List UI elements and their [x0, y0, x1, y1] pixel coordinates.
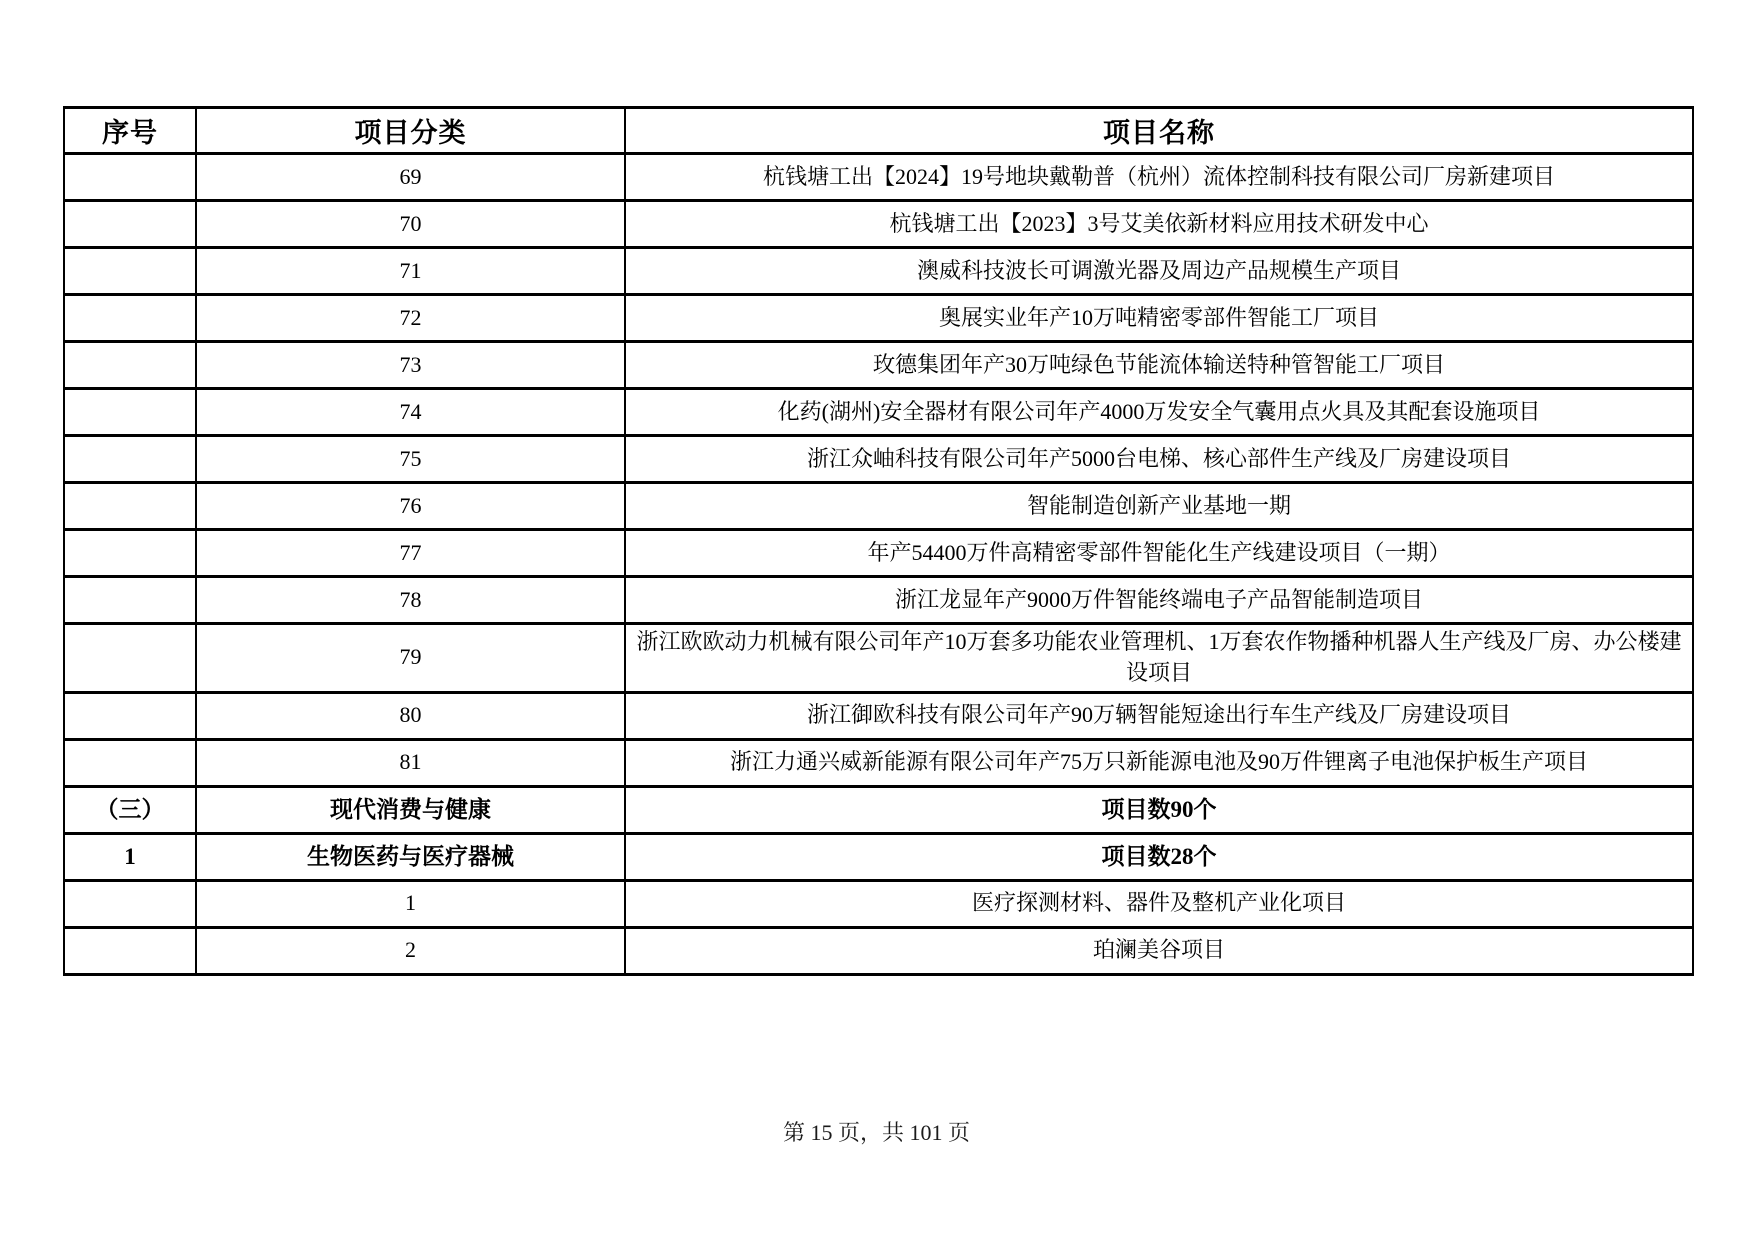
- table-row: [64, 201, 1693, 248]
- table-row: [64, 342, 1693, 389]
- header-project-name: 项目名称: [625, 108, 1693, 154]
- project-name-cell: 年产54400万件高精密零部件智能化生产线建设项目（一期）: [625, 530, 1693, 577]
- header-seq: 序号: [64, 108, 196, 154]
- project-name-cell: 浙江众岫科技有限公司年产5000台电梯、核心部件生产线及厂房建设项目: [625, 436, 1693, 483]
- category-cell: 1: [196, 880, 625, 927]
- category-cell: 69: [196, 154, 625, 201]
- table-row: [64, 577, 1693, 624]
- table-row: [64, 295, 1693, 342]
- category-cell: 生物医药与医疗器械: [196, 833, 625, 880]
- seq-cell: [64, 201, 196, 248]
- seq-cell: [64, 577, 196, 624]
- category-cell: 现代消费与健康: [196, 786, 625, 833]
- table-row: [64, 786, 1693, 833]
- project-table: [63, 106, 1694, 976]
- project-name-cell: 玫德集团年产30万吨绿色节能流体输送特种管智能工厂项目: [625, 342, 1693, 389]
- table-row: [64, 248, 1693, 295]
- table-row: [64, 833, 1693, 880]
- seq-cell: [64, 436, 196, 483]
- table-row: [64, 927, 1693, 974]
- category-cell: 70: [196, 201, 625, 248]
- seq-cell: [64, 389, 196, 436]
- seq-cell: [64, 530, 196, 577]
- category-cell: 81: [196, 739, 625, 786]
- seq-cell: [64, 624, 196, 693]
- seq-cell: 1: [64, 833, 196, 880]
- seq-cell: [64, 692, 196, 739]
- project-name-cell: 浙江御欧科技有限公司年产90万辆智能短途出行车生产线及厂房建设项目: [625, 692, 1693, 739]
- seq-cell: [64, 739, 196, 786]
- project-name-cell: 项目数90个: [625, 786, 1693, 833]
- seq-cell: [64, 248, 196, 295]
- category-cell: 76: [196, 483, 625, 530]
- seq-cell: [64, 880, 196, 927]
- project-name-cell: 浙江龙显年产9000万件智能终端电子产品智能制造项目: [625, 577, 1693, 624]
- seq-cell: [64, 342, 196, 389]
- seq-cell: [64, 927, 196, 974]
- table-row: [64, 436, 1693, 483]
- category-cell: 73: [196, 342, 625, 389]
- table-body: [64, 154, 1693, 975]
- project-name-cell: 医疗探测材料、器件及整机产业化项目: [625, 880, 1693, 927]
- project-name-cell: 奥展实业年产10万吨精密零部件智能工厂项目: [625, 295, 1693, 342]
- category-cell: 77: [196, 530, 625, 577]
- table-row: [64, 624, 1693, 693]
- table-row: [64, 880, 1693, 927]
- category-cell: 2: [196, 927, 625, 974]
- table-row: [64, 389, 1693, 436]
- category-cell: 80: [196, 692, 625, 739]
- table-row: [64, 483, 1693, 530]
- category-cell: 72: [196, 295, 625, 342]
- project-name-cell: 项目数28个: [625, 833, 1693, 880]
- category-cell: 75: [196, 436, 625, 483]
- table-row: [64, 692, 1693, 739]
- seq-cell: [64, 154, 196, 201]
- project-name-cell: 澳威科技波长可调激光器及周边产品规模生产项目: [625, 248, 1693, 295]
- category-cell: 71: [196, 248, 625, 295]
- project-name-cell: 杭钱塘工出【2024】19号地块戴勒普（杭州）流体控制科技有限公司厂房新建项目: [625, 154, 1693, 201]
- category-cell: 74: [196, 389, 625, 436]
- seq-cell: （三）: [64, 786, 196, 833]
- project-name-cell: 智能制造创新产业基地一期: [625, 483, 1693, 530]
- table-header-row: [64, 108, 1693, 154]
- header-category: 项目分类: [196, 108, 625, 154]
- seq-cell: [64, 295, 196, 342]
- category-cell: 78: [196, 577, 625, 624]
- project-name-cell: 浙江欧欧动力机械有限公司年产10万套多功能农业管理机、1万套农作物播种机器人生产线及厂房、办公楼建设项目: [625, 624, 1693, 693]
- table-row: [64, 530, 1693, 577]
- table-row: [64, 154, 1693, 201]
- project-name-cell: 浙江力通兴威新能源有限公司年产75万只新能源电池及90万件锂离子电池保护板生产项目: [625, 739, 1693, 786]
- table-row: [64, 739, 1693, 786]
- seq-cell: [64, 483, 196, 530]
- project-name-cell: 化药(湖州)安全器材有限公司年产4000万发安全气囊用点火具及其配套设施项目: [625, 389, 1693, 436]
- category-cell: 79: [196, 624, 625, 693]
- page-number-label: 第 15 页，共 101 页: [782, 1120, 970, 1145]
- project-name-cell: 珀澜美谷项目: [625, 927, 1693, 974]
- project-name-cell: 杭钱塘工出【2023】3号艾美依新材料应用技术研发中心: [625, 201, 1693, 248]
